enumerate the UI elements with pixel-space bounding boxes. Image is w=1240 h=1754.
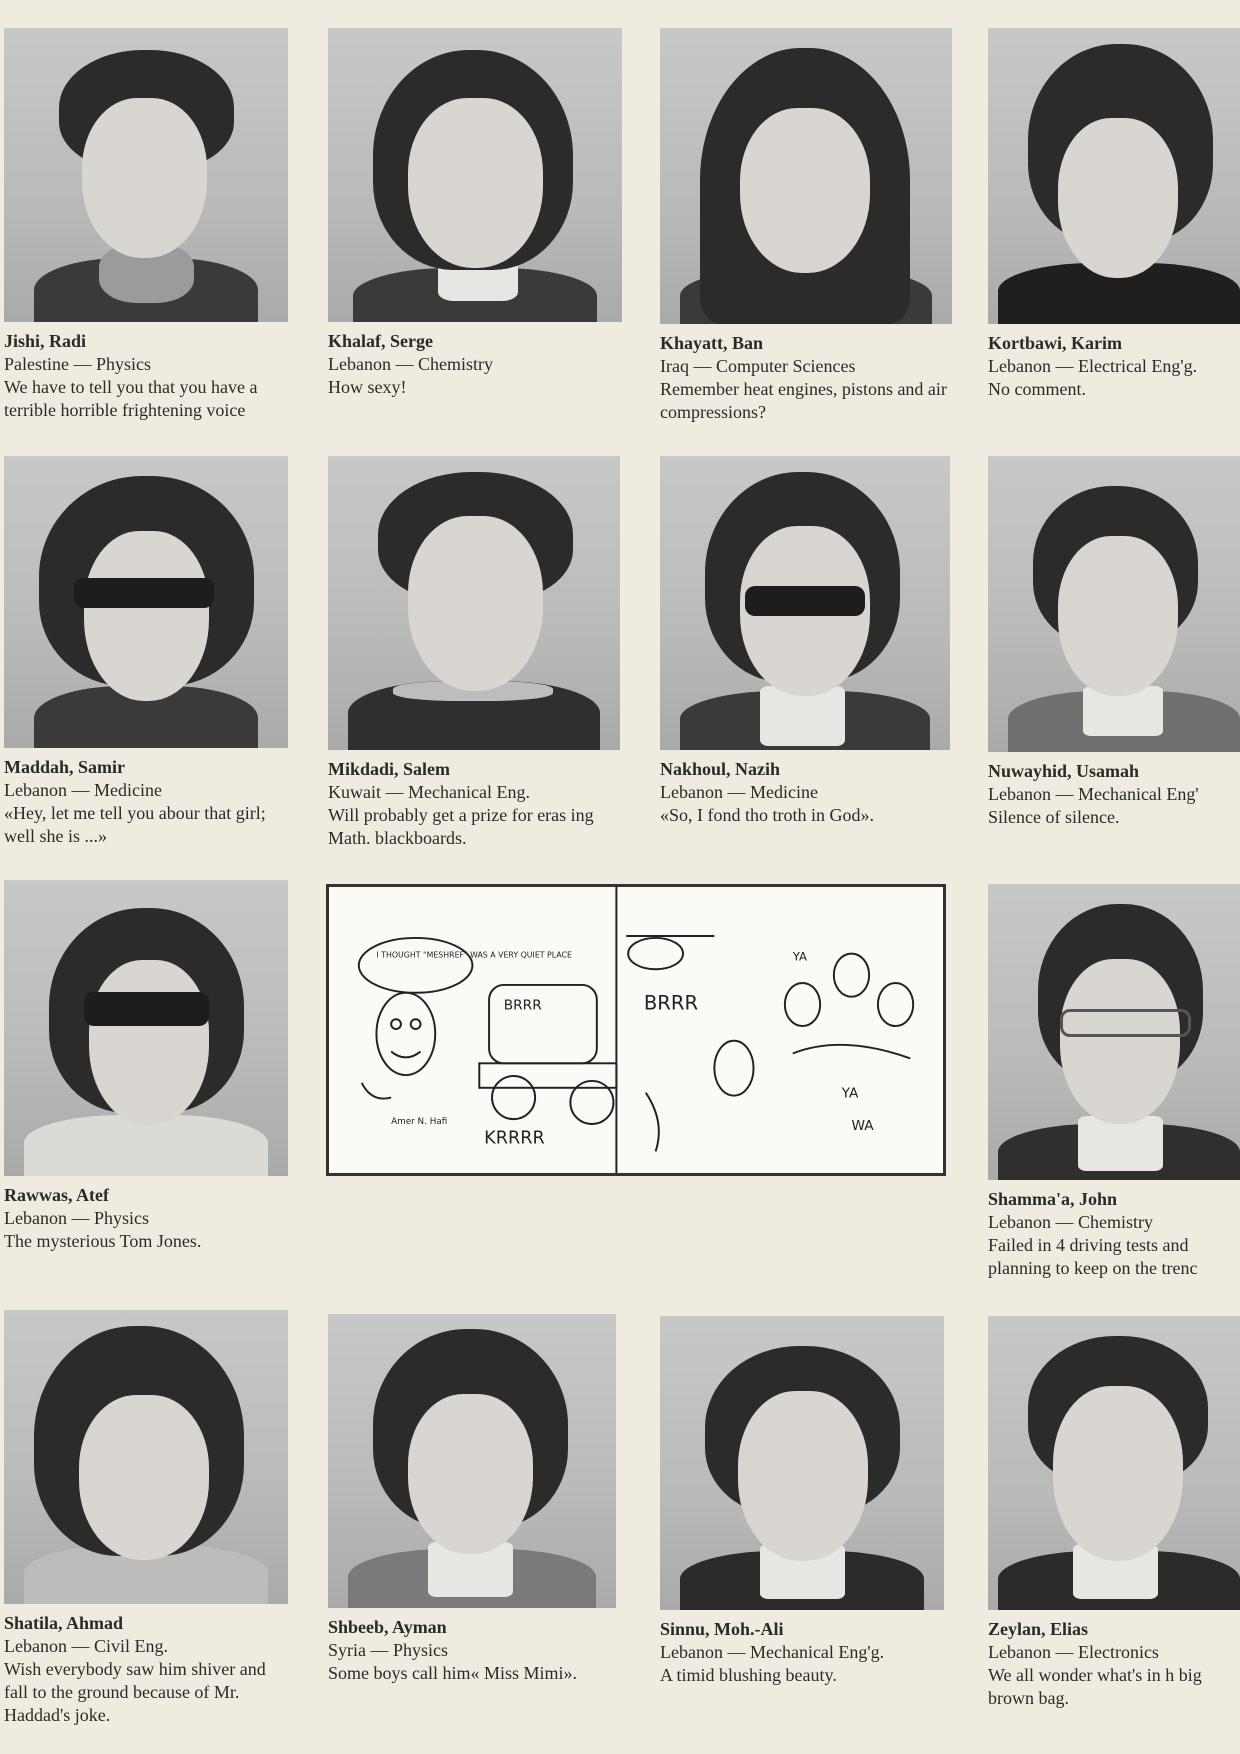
- student-card: [988, 28, 1240, 401]
- student-country-major: Lebanon — Mechanical Eng'g.: [660, 1642, 885, 1662]
- student-name: Nakhoul, Nazih: [660, 759, 781, 779]
- student-photo: [4, 1310, 288, 1604]
- student-name: Shatila, Ahmad: [4, 1613, 124, 1633]
- student-quote: The mysterious Tom Jones.: [4, 1231, 202, 1251]
- student-photo: [328, 456, 620, 750]
- student-photo: [660, 456, 950, 750]
- student-quote: We have to tell you that you have a terrible horrible frightening voice: [4, 377, 258, 420]
- student-photo: [4, 880, 288, 1176]
- student-country-major: Lebanon — Electronics: [988, 1642, 1159, 1662]
- student-card: [328, 28, 622, 399]
- student-photo: [660, 1316, 944, 1610]
- student-name: Shbeeb, Ayman: [328, 1617, 447, 1637]
- sfx-text: YA: [841, 1085, 859, 1102]
- student-quote: «Hey, let me tell you abour that girl; well she is ...»: [4, 803, 266, 846]
- student-card: [660, 456, 950, 827]
- sfx-text: WA: [851, 1117, 874, 1134]
- student-country-major: Lebanon — Chemistry: [328, 354, 493, 374]
- student-quote: Wish everybody saw him shiver and fall to the ground because of Mr. Haddad's joke.: [4, 1659, 266, 1725]
- student-quote: «So, I fond tho troth in God».: [660, 805, 874, 825]
- student-name: Jishi, Radi: [4, 331, 87, 351]
- sfx-text: BRRR: [643, 991, 699, 1015]
- student-quote: Some boys call him« Miss Mimi».: [328, 1663, 578, 1683]
- student-photo: [660, 28, 952, 324]
- student-card: [4, 880, 288, 1253]
- student-card: [660, 1316, 944, 1687]
- student-photo: [988, 1316, 1240, 1610]
- student-name: Shamma'a, John: [988, 1189, 1118, 1209]
- student-card: [988, 456, 1240, 829]
- student-country-major: Syria — Physics: [328, 1640, 449, 1660]
- student-card: [328, 1314, 616, 1685]
- bubble-text: I THOUGHT "MESHREF" WAS A VERY QUIET PLACE: [376, 950, 572, 960]
- student-name: Rawwas, Atef: [4, 1185, 109, 1205]
- student-quote: Failed in 4 driving tests and planning to keep on the trenc: [988, 1235, 1198, 1278]
- student-photo: [988, 884, 1240, 1180]
- student-card: [988, 1316, 1240, 1710]
- student-country-major: Iraq — Computer Sciences: [660, 356, 856, 376]
- student-quote: How sexy!: [328, 377, 407, 397]
- student-photo: [328, 28, 622, 322]
- student-quote: We all wonder what's in h big brown bag.: [988, 1665, 1202, 1708]
- student-country-major: Lebanon — Medicine: [4, 780, 162, 800]
- student-country-major: Lebanon — Mechanical Eng': [988, 784, 1199, 804]
- student-country-major: Lebanon — Medicine: [660, 782, 818, 802]
- student-quote: Will probably get a prize for eras ing Math. blackboards.: [328, 805, 594, 848]
- student-photo: [4, 28, 288, 322]
- student-name: Sinnu, Moh.-Ali: [660, 1619, 784, 1639]
- student-photo: [988, 456, 1240, 752]
- student-quote: Remember heat engines, pistons and air compressions?: [660, 379, 947, 422]
- student-card: [660, 28, 952, 424]
- student-card: [4, 28, 288, 422]
- student-photo: [328, 1314, 616, 1608]
- student-country-major: Kuwait — Mechanical Eng.: [328, 782, 530, 802]
- sfx-text: BRRR: [503, 997, 542, 1014]
- student-photo: [988, 28, 1240, 324]
- student-country-major: Lebanon — Physics: [4, 1208, 149, 1228]
- student-name: Maddah, Samir: [4, 757, 126, 777]
- cartoon-signature: Amer N. Hafi: [391, 1117, 448, 1128]
- student-name: Khalaf, Serge: [328, 331, 433, 351]
- student-country-major: Lebanon — Chemistry: [988, 1212, 1153, 1232]
- student-name: Kortbawi, Karim: [988, 333, 1122, 353]
- student-name: Khayatt, Ban: [660, 333, 764, 353]
- cartoon-helicopter: [628, 938, 683, 969]
- sfx-text: YA: [792, 949, 808, 964]
- sfx-text: KRRRR: [484, 1128, 545, 1149]
- student-name: Mikdadi, Salem: [328, 759, 451, 779]
- student-card: [988, 884, 1240, 1280]
- student-card: [328, 456, 620, 850]
- student-name: Zeylan, Elias: [988, 1619, 1089, 1639]
- student-quote: Silence of silence.: [988, 807, 1120, 827]
- speech-bubble: [359, 938, 473, 993]
- student-name: Nuwayhid, Usamah: [988, 761, 1140, 781]
- student-country-major: Lebanon — Civil Eng.: [4, 1636, 168, 1656]
- student-card: [4, 456, 288, 848]
- student-photo: [4, 456, 288, 748]
- student-country-major: Lebanon — Electrical Eng'g.: [988, 356, 1198, 376]
- student-card: [4, 1310, 288, 1727]
- student-quote: No comment.: [988, 379, 1086, 399]
- student-quote: A timid blushing beauty.: [660, 1665, 837, 1685]
- cartoon-strip: [326, 884, 946, 1176]
- student-country-major: Palestine — Physics: [4, 354, 151, 374]
- cartoon-face: [376, 993, 435, 1075]
